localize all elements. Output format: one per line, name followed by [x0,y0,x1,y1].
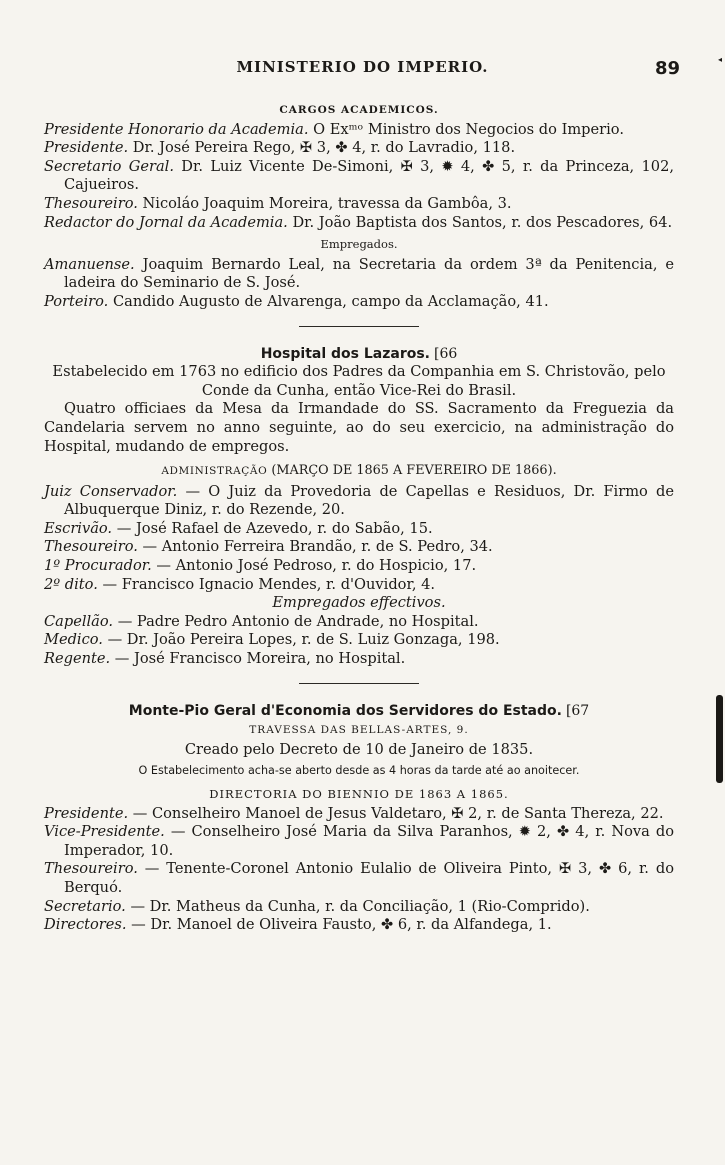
montepio-section [44,702,674,935]
entry-text: Dr. Luiz Vicente De-Simoni, ✠ 3, ✹ 4, ✤ 5, r. da Princeza, 102, Cajueiros. [64,157,674,194]
entry-text: — Tenente-Coronel Antonio Eulalio de Oliveira Pinto, ✠ 3, ✤ 6, r. do Berquó. [64,860,674,896]
entry-thesoureiro-hospital [44,538,674,557]
entry-role: Thesoureiro. [44,194,138,212]
entry-text: Dr. João Baptista dos Santos, r. dos Pescadores, 64. [287,213,673,231]
running-header: MINISTERIO DO IMPERIO. [236,58,489,76]
entry-thesoureiro-mp [44,860,674,897]
entry-text: — Antonio José Pedroso, r. do Hospicio, 17. [151,557,477,575]
entry-redactor [44,214,674,233]
entry-text: — Conselheiro Manoel de Jesus Valdetaro, ✠ 2, r. de Santa Thereza, 22. [128,804,664,822]
entry-vice-presidente [44,823,674,860]
entry-role: Presidente. [44,804,129,822]
entry-role: Vice-Presidente. [44,823,165,841]
entry-regente [44,650,674,669]
entry-role: Medico. [44,631,103,649]
entry-capellao [44,613,674,632]
entry-role: Capellão. [44,612,114,630]
margin-tick: ◂ [717,55,722,64]
entry-text: Candido Augusto de Alvarenga, campo da Acclamação, 41. [108,292,549,310]
entry-procurador-2 [44,576,674,595]
section-divider [299,326,419,327]
entry-text: — O Juiz da Provedoria de Capellas e Residuos, Dr. Firmo de Albuquerque Diniz, r. do Rezende, 20. [64,482,674,519]
entry-text: Dr. José Pereira Rego, ✠ 3, ✤ 4, r. do Lavradio, 118. [128,139,516,157]
entry-medico [44,631,674,650]
entry-text: — José Francisco Moreira, no Hospital. [110,650,406,668]
entry-role: Thesoureiro. [44,538,138,556]
hospital-section [44,345,674,669]
entry-role: Thesoureiro. [44,860,138,878]
page-edge-shadow [716,695,723,783]
entry-porteiro [44,293,674,312]
hospital-description: Quatro officiaes da Mesa da Irmandade do SS. Sacramento da Freguezia da Candelaria servem no anno seguinte, ao do seu exercicio, na administração do Hospital, mudando de empregos. [44,400,674,455]
montepio-hours: O Estabelecimento acha-se aberto desde as 4 horas da tarde até ao anoitecer. [138,764,580,778]
entry-text: — Dr. João Pereira Lopes, r. de S. Luiz Gonzaga, 198. [102,631,500,649]
entry-text: — José Rafael de Azevedo, r. do Sabão, 15. [112,519,433,537]
entry-text: — Padre Pedro Antonio de Andrade, no Hospital. [113,612,479,630]
entry-role: Juiz Conservador. [44,482,178,500]
empregados-label: Empregados. [320,237,398,252]
cargos-section [44,101,674,312]
entry-presidente-honorario [44,121,674,140]
entry-presidente [44,139,674,158]
entry-thesoureiro [44,195,674,214]
entry-secretario [44,898,674,917]
montepio-created: Creado pelo Decreto de 10 de Janeiro de 1835. [184,740,534,758]
entry-role: 1º Procurador. [44,557,152,575]
montepio-title-text: Monte-Pio Geral d'Economia dos Servidores do Estado. [128,702,562,719]
entry-role: Escrivão. [44,519,113,537]
entry-role: 2º dito. [44,575,98,593]
hospital-title [44,345,674,364]
page-body [44,100,674,935]
entry-amanuense [44,256,674,293]
entry-role: Amanuense. [44,255,135,273]
hospital-admin-heading [44,462,674,481]
entry-procurador-1 [44,557,674,576]
entry-text: — Antonio Ferreira Brandão, r. de S. Pedro, 34. [137,538,493,556]
hospital-number: [66 [434,345,458,362]
entry-text: Joaquim Bernardo Leal, na Secretaria da ordem 3ª da Penitencia, e ladeira do Seminario de S. José. [64,255,674,292]
entry-text: — Conselheiro José Maria da Silva Paranhos, ✹ 2, ✤ 4, r. Nova do Imperador, 10. [64,823,674,859]
admin-period: (MARÇO DE 1865 A FEVEREIRO DE 1866). [271,463,557,479]
entry-role: Presidente Honorario da Academia. [44,120,309,138]
entry-role: Redactor do Jornal da Academia. [44,213,288,231]
entry-escrivao [44,520,674,539]
entry-text: — Francisco Ignacio Mendes, r. d'Ouvidor, 4. [97,575,436,593]
cargos-heading: CARGOS ACADEMICOS. [279,104,439,116]
montepio-title [44,702,674,721]
entry-role: Regente. [44,650,111,668]
entry-juiz [44,483,674,520]
entry-directores [44,916,674,935]
section-divider [299,683,419,684]
admin-prefix: ADMINISTRAÇÃO [161,465,268,478]
page-number: 89 [654,58,680,79]
montepio-number: [67 [565,702,590,719]
entry-role: Directores. [44,916,127,934]
entry-presidente-mp [44,805,674,824]
entry-role: Porteiro. [44,292,109,310]
hospital-established: Estabelecido em 1763 no edificio dos Padres da Companhia em S. Christovão, pelo Conde da Cunha, então Vice-Rei do Brasil. [52,363,666,399]
entry-text: — Dr. Matheus da Cunha, r. da Conciliação, 1 (Rio-Comprido). [125,897,590,915]
entry-role: Presidente. [44,139,129,157]
entry-text: Nicoláo Joaquim Moreira, travessa da Gambôa, 3. [137,194,512,212]
entry-text: O Exᵐᵒ Ministro dos Negocios do Imperio. [308,120,624,138]
montepio-directory: DIRECTORIA DO BIENNIO DE 1863 A 1865. [209,787,509,801]
hospital-title-text: Hospital dos Lazaros. [260,345,430,362]
entry-secretario-geral [44,158,674,195]
montepio-address: TRAVESSA DAS BELLAS-ARTES, 9. [249,724,469,737]
efetivos-label: Empregados effectivos. [272,594,446,612]
entry-role: Secretario Geral. [44,157,174,175]
entry-role: Secretario. [44,897,126,915]
entry-text: — Dr. Manoel de Oliveira Fausto, ✤ 6, r. da Alfandega, 1. [126,916,552,934]
